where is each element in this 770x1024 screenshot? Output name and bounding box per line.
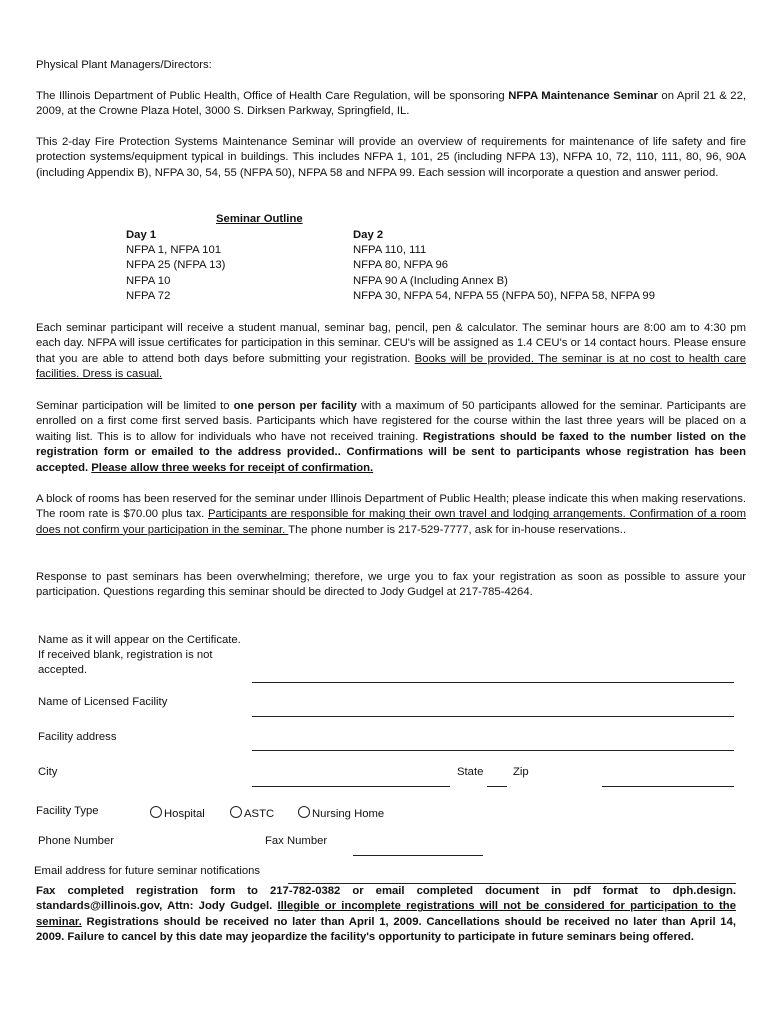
certificate-name-label xyxy=(38,633,258,678)
overview-paragraph: This 2-day Fire Protection Systems Maintenance Seminar will provide an overview of requirements for maintenance of life safety and fire protection systems/equipment typical in buildings. This includes NFPA 1, 101, 25 (including NFPA 13), NFPA 10, 72, 110, 111, 80, 96, 90A (including Appendix B), NFPA 30, 54, 55 (NFPA 50), NFPA 58 and NFPA 99. Each session will incorporate a question and answer period. xyxy=(36,136,746,179)
lodging-phone: The phone number is 217-529-7777, ask for in-house reservations.. xyxy=(288,523,627,536)
zip-label: Zip xyxy=(513,766,529,778)
facility-address-label: Facility address xyxy=(38,731,117,743)
phone-label: Phone Number xyxy=(38,835,114,847)
certificate-name-label-line: accepted. xyxy=(38,664,87,676)
day1-item: NFPA 10 xyxy=(126,274,171,287)
lodging-responsibility: Participants are responsible for making their own travel and lodging arrangements. Confirmation of a room does not confirm your participation in the seminar. xyxy=(36,508,746,536)
books-note: Books will be provided. The seminar is at no cost to health care facilities. Dress is casual. xyxy=(36,352,746,381)
facility-type-hospital[interactable] xyxy=(150,806,205,822)
participation-text-c: with a maximum of 50 participants allowed for the seminar. Participants are enrolled on a first come first served basis. Participants which have registered for the course within the last three years will be placed on a waiting list. This is to allow for individuals who have not received training. xyxy=(36,400,746,443)
day2-item: NFPA 110, 111 xyxy=(353,244,427,257)
day1-item: NFPA 25 (NFPA 13) xyxy=(126,259,226,272)
day2-item: NFPA 30, NFPA 54, NFPA 55 (NFPA 50), NFPA 58, NFPA 99 xyxy=(353,289,655,302)
day1-item: NFPA 72 xyxy=(126,289,171,302)
city-field[interactable] xyxy=(252,786,450,787)
salutation: Physical Plant Managers/Directors: xyxy=(36,59,212,71)
participation-text-a: Seminar participation will be limited to xyxy=(36,400,234,412)
facility-type-label: Facility Type xyxy=(36,805,99,817)
email-label: Email address for future seminar notifications xyxy=(34,865,261,877)
lodging-text-a: A block of rooms has been reserved for the seminar under Illinois Department of Public Health; please indicate this when making reservations. The room rate is $70.00 plus tax. xyxy=(36,493,746,521)
intro-text-a: The Illinois Department of Public Health, Office of Health Care Regulation, will be sponsoring xyxy=(36,90,509,102)
facility-type-nursing-home[interactable] xyxy=(298,806,384,822)
fax-field[interactable] xyxy=(353,855,483,856)
facility-address-field[interactable] xyxy=(252,750,734,751)
zip-field[interactable] xyxy=(602,786,734,787)
lodging-paragraph xyxy=(36,492,746,538)
facility-name-field[interactable] xyxy=(252,716,734,717)
facility-type-option-label: ASTC xyxy=(244,808,275,820)
day1-label: Day 1 xyxy=(126,229,157,241)
footer-text-a: Fax completed registration form to 217-782-0382 or email completed document in pdf format to dph.design. standards@illinois.gov, Attn: Jody Gudgel. xyxy=(36,885,736,913)
one-person-note: one person per facility xyxy=(233,400,357,412)
city-label: City xyxy=(38,766,58,778)
state-field[interactable] xyxy=(487,786,507,787)
radio-icon xyxy=(230,806,242,818)
footer-text-c: Registrations should be received no later than April 1, 2009. Cancellations should be received no later than April 14, 2009. Failure to cancel by this date may jeopardize the facility's opportunity to participate in future seminars being offered. xyxy=(36,915,736,944)
day2-item: NFPA 80, NFPA 96 xyxy=(353,259,449,272)
day2-label: Day 2 xyxy=(353,229,384,241)
day1-item: NFPA 1, NFPA 101 xyxy=(126,244,222,257)
seminar-name: NFPA Maintenance Seminar xyxy=(508,90,658,102)
registration-instructions: Registrations should be faxed to the number listed on the registration form or emailed to the address provided.. Confirmations will be sent to participants whose registration has been accepted. xyxy=(36,430,746,474)
footer-instructions xyxy=(36,884,736,946)
facility-type-astc[interactable] xyxy=(230,806,274,822)
facility-type-option-label: Nursing Home xyxy=(312,808,385,820)
state-label: State xyxy=(457,766,484,778)
radio-icon xyxy=(298,806,310,818)
certificate-name-label-line: If received blank, registration is not xyxy=(38,649,213,661)
confirmation-note: Please allow three weeks for receipt of confirmation. xyxy=(91,461,374,474)
intro-text-c: on April 21 & 22, 2009, at the Crowne Plaza Hotel, 3000 S. Dirksen Parkway, Springfield, IL. xyxy=(36,90,747,118)
day2-item: NFPA 90 A (Including Annex B) xyxy=(353,274,508,287)
outline-day1 xyxy=(126,228,225,304)
certificate-name-label-line: Name as it will appear on the Certificate. xyxy=(38,634,241,646)
outline-title: Seminar Outline xyxy=(216,213,303,225)
certificate-name-field[interactable] xyxy=(252,682,734,683)
footer-illegible-note: Illegible or incomplete registrations will not be considered for participation to the seminar. xyxy=(36,900,736,928)
participation-paragraph xyxy=(36,399,746,476)
intro-paragraph xyxy=(36,89,746,120)
radio-icon xyxy=(150,806,162,818)
facility-name-label: Name of Licensed Facility xyxy=(38,696,168,708)
response-paragraph: Response to past seminars has been overwhelming; therefore, we urge you to fax your registration as soon as possible to assure your participation. Questions regarding this seminar should be directed to Jody Gudgel at 217-785-4264. xyxy=(36,571,746,599)
outline-day2 xyxy=(353,228,753,304)
fax-label: Fax Number xyxy=(265,835,328,847)
facility-type-option-label: Hospital xyxy=(164,808,205,820)
materials-text: Each seminar participant will receive a student manual, seminar bag, pencil, pen & calculator. The seminar hours are 8:00 am to 4:30 pm each day. NFPA will issue certificates for participation in this seminar. CEU's will be assigned as 1.4 CEU's or 14 contact hours. Please ensure that you are able to attend both days before submitting your registration. xyxy=(36,322,746,365)
materials-paragraph xyxy=(36,321,746,383)
